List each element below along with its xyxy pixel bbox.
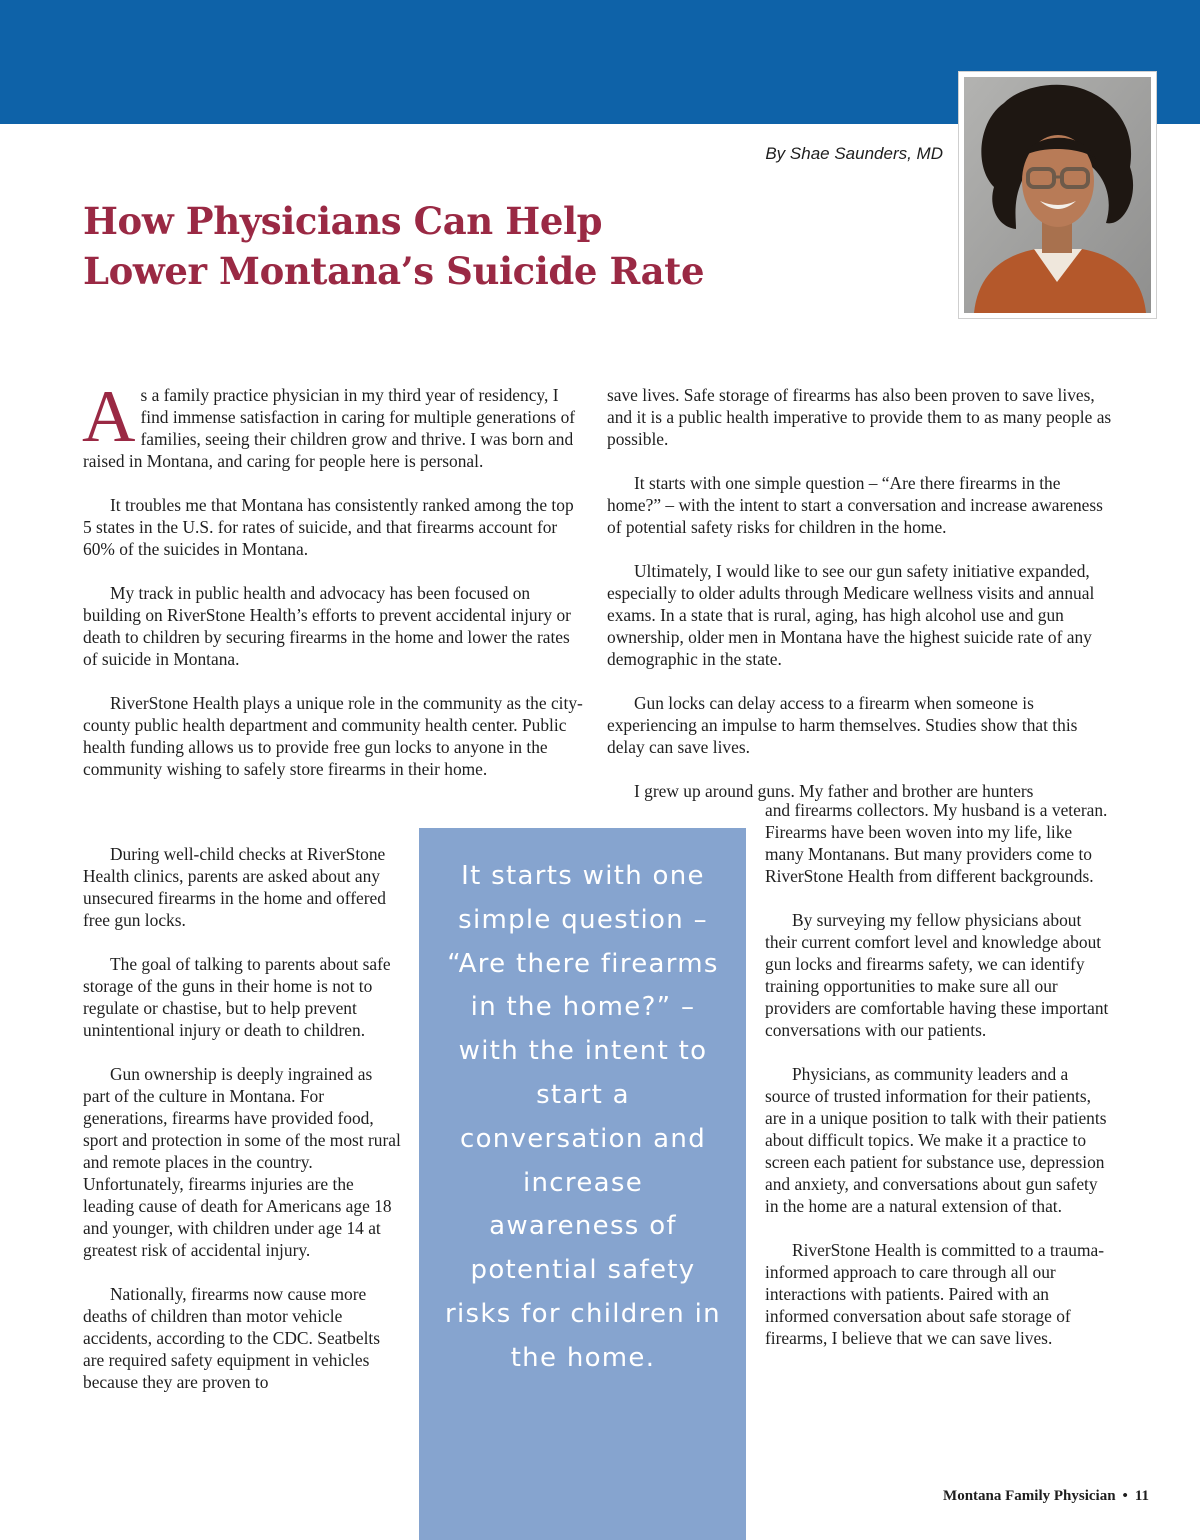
paragraph-15: Physicians, as community leaders and a source of trusted information for their patients, are in a unique position to talk with their patients about difficult topics. We make it a practice to screen each patient for substance use, depression and anxiety, and conversations about gun safety in the home are a natural extension of that.	[765, 1064, 1107, 1216]
paragraph-14: By surveying my fellow physicians about their current comfort level and knowledge about gun locks and firearms safety, we can identify training opportunities to make sure all our providers are comfortable having these important conversations with our patients.	[765, 910, 1109, 1040]
paragraph-1	[82, 376, 585, 472]
publication-name: Montana Family Physician	[943, 1488, 1116, 1504]
drop-cap: A	[82, 376, 136, 458]
column-left-bottom	[83, 843, 403, 1393]
paragraph-5: During well-child checks at RiverStone Health clinics, parents are asked about any unsecured firearms in the home and offered free gun locks.	[83, 844, 386, 930]
paragraph-13-start: I grew up around guns. My father and brother are hunters	[634, 781, 1034, 801]
paragraph-3: My track in public health and advocacy has been focused on building on RiverStone Health’s efforts to prevent accidental injury or death to children by securing firearms in the home and lower the rates of suicide in Montana.	[83, 583, 571, 669]
column-right-top	[607, 384, 1112, 802]
pull-quote: It starts with one simple question – “Are there firearms in the home?” – with the intent to start a conversation and increase awareness of potential safety risks for children in the home.	[445, 861, 721, 1373]
paragraph-6: The goal of talking to parents about safe storage of the guns in their home is not to regulate or chastise, but to help prevent unintentional injury or death to children.	[83, 954, 391, 1040]
column-right-bottom	[765, 799, 1115, 1349]
paragraph-13-rest: and firearms collectors. My husband is a veteran. Firearms have been woven into my life, like many Montanans. But many providers come to RiverStone Health from different backgrounds.	[765, 800, 1108, 886]
column-left-top	[82, 376, 585, 780]
paragraph-9: save lives. Safe storage of firearms has also been proven to save lives, and it is a public health imperative to provide them to as many people as possible.	[607, 385, 1112, 449]
author-byline: By Shae Saunders, MD	[765, 144, 943, 163]
title-line-2: Lower Montana’s Suicide Rate	[83, 249, 705, 293]
paragraph-7: Gun ownership is deeply ingrained as part of the culture in Montana. For generations, firearms have provided food, sport and protection in some of the most rural and remote places in the country. Unfortunately, firearms injuries are the leading cause of death for Americans age 18 and younger, with children under age 14 at greatest risk of accidental injury.	[83, 1064, 401, 1260]
paragraph-16: RiverStone Health is committed to a trauma-informed approach to care through all our interactions with patients. Paired with an informed conversation about safe storage of firearms, I believe that we can save lives.	[765, 1240, 1104, 1348]
author-portrait-icon	[964, 77, 1151, 313]
author-photo	[959, 72, 1156, 318]
paragraph-1-text: s a family practice physician in my third year of residency, I find immense satisfaction in caring for multiple generations of families, seeing their children grow and thrive. I was born and raised in Montana, and caring for people here is personal.	[83, 385, 576, 471]
footer-separator: •	[1122, 1488, 1128, 1504]
paragraph-8: Nationally, firearms now cause more deaths of children than motor vehicle accidents, according to the CDC. Seatbelts are required safety equipment in vehicles because they are proven to	[83, 1284, 381, 1392]
page-footer	[943, 1488, 1149, 1505]
article-title	[83, 196, 704, 296]
paragraph-2: It troubles me that Montana has consistently ranked among the top 5 states in the U.S. for rates of suicide, and that firearms account for 60% of the suicides in Montana.	[83, 495, 574, 559]
paragraph-10: It starts with one simple question – “Are there firearms in the home?” – with the intent to start a conversation and increase awareness of potential safety risks for children in the home.	[607, 473, 1103, 537]
paragraph-4: RiverStone Health plays a unique role in the community as the city-county public health department and community health center. Public health funding allows us to provide free gun locks to anyone in the community wishing to safely store firearms in their home.	[83, 693, 583, 779]
title-line-1: How Physicians Can Help	[83, 199, 603, 243]
page-number: 11	[1134, 1488, 1149, 1504]
paragraph-11: Ultimately, I would like to see our gun safety initiative expanded, especially to older adults through Medicare wellness visits and annual exams. In a state that is rural, aging, has high alcohol use and gun ownership, older men in Montana have the highest suicide rate of any demographic in the state.	[607, 561, 1095, 669]
paragraph-12: Gun locks can delay access to a firearm when someone is experiencing an impulse to harm themselves. Studies show that this delay can save lives.	[607, 693, 1078, 757]
